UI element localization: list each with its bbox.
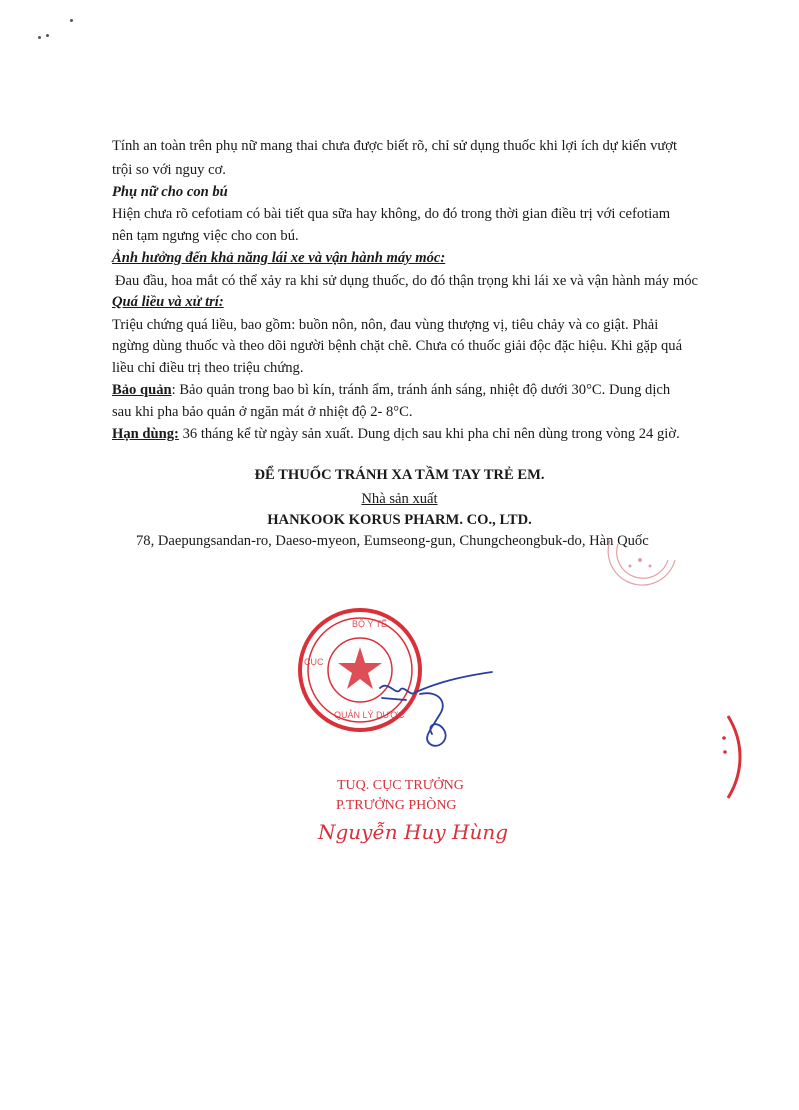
storage-line	[112, 380, 670, 400]
handwritten-signature-icon	[360, 668, 500, 758]
manufacturer-name: HANKOOK KORUS PHARM. CO., LTD.	[267, 512, 532, 528]
svg-text:BỘ Y TẾ: BỘ Y TẾ	[352, 619, 388, 629]
partial-stamp-icon	[600, 530, 680, 590]
section-heading-overdose: Quá liều và xử trí:	[112, 294, 224, 310]
manufacturer-label: Nhà sản xuất	[361, 491, 438, 507]
margin-stamp-fragment-icon	[720, 712, 750, 802]
expiry-text: 36 tháng kể từ ngày sản xuất. Dung dịch sau khi pha chỉ nên dùng trong vòng 24 giờ.	[178, 426, 680, 442]
body-line: nên tạm ngưng việc cho con bú.	[112, 228, 299, 244]
body-line: sau khi pha bảo quản ở ngăn mát ở nhiệt độ 2- 8°C.	[112, 404, 413, 420]
expiry-line	[112, 424, 680, 444]
body-line: liều chỉ điều trị theo triệu chứng.	[112, 360, 304, 376]
svg-text:QUẢN LÝ DƯỢC: QUẢN LÝ DƯỢC	[334, 710, 405, 720]
signatory-title-1: TUQ. CỤC TRƯỞNG	[337, 778, 464, 793]
signatory-title-2: P.TRƯỞNG PHÒNG	[336, 798, 457, 813]
body-line: Đau đầu, hoa mắt có thể xảy ra khi sử dụng thuốc, do đó thận trọng khi lái xe và vận hành máy móc	[115, 273, 699, 289]
scan-speck	[38, 36, 41, 39]
manufacturer-address: 78, Daepungsandan-ro, Daeso-myeon, Eumseong-gun, Chungcheongbuk-do, Hàn Quốc	[136, 533, 649, 549]
scan-speck	[70, 19, 73, 22]
storage-label: Bảo quản	[112, 382, 172, 398]
body-line: ngừng dùng thuốc và theo dõi người bệnh chặt chẽ. Chưa có thuốc giải độc đặc hiệu. Khi gặp quá	[112, 338, 683, 354]
signatory-name: Nguyễn Huy Hùng	[318, 820, 509, 844]
storage-text: : Bảo quản trong bao bì kín, tránh ẩm, tránh ánh sáng, nhiệt độ dưới 30°C. Dung dịch	[171, 382, 671, 398]
svg-text:CỤC: CỤC	[304, 657, 324, 667]
body-line: trội so với nguy cơ.	[112, 162, 226, 178]
body-line: Tính an toàn trên phụ nữ mang thai chưa được biết rõ, chỉ sử dụng thuốc khi lợi ích dự kiến vượt	[112, 138, 678, 154]
section-heading-lactation: Phụ nữ cho con bú	[112, 184, 228, 200]
scan-speck	[46, 34, 49, 37]
child-warning: ĐỂ THUỐC TRÁNH XA TẦM TAY TRẺ EM.	[254, 467, 545, 483]
body-line: Hiện chưa rõ cefotiam có bài tiết qua sữa hay không, do đó trong thời gian điều trị với cefotiam	[112, 206, 671, 222]
expiry-label: Hạn dùng:	[112, 426, 179, 442]
body-line: Triệu chứng quá liều, bao gồm: buồn nôn, nôn, đau vùng thượng vị, tiêu chảy và co giật. Phải	[112, 317, 659, 333]
section-heading-driving: Ảnh hưởng đến khả năng lái xe và vận hành máy móc:	[112, 250, 446, 266]
